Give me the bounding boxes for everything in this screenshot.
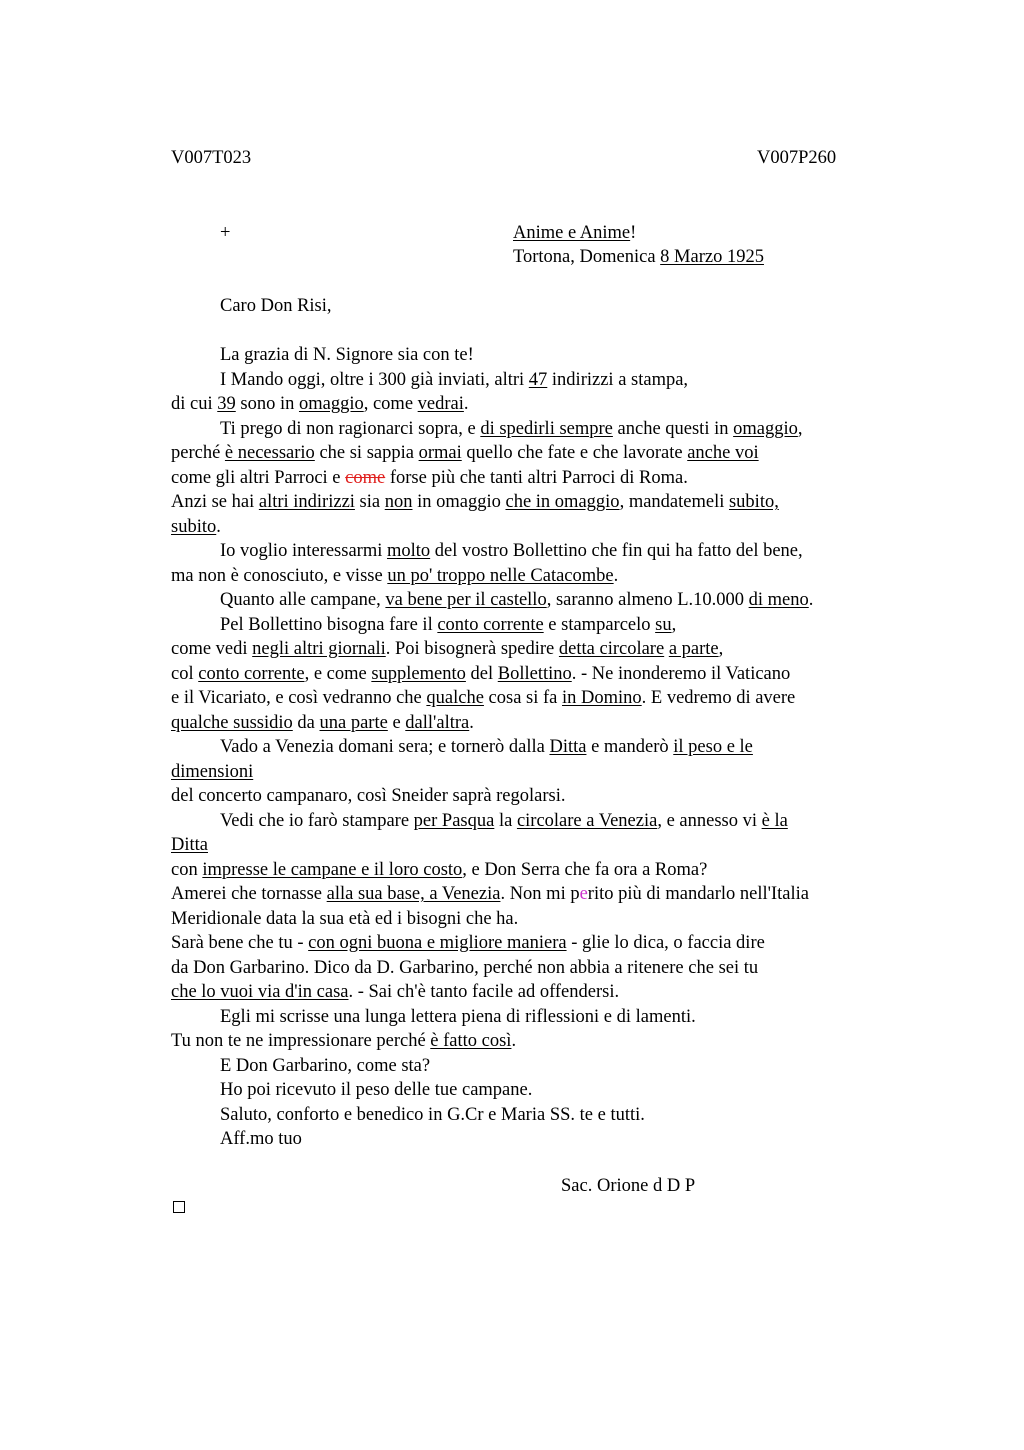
line-text: quello che fate e che lavorate — [461, 443, 688, 463]
letter-line — [220, 1078, 532, 1102]
line-text: . — [808, 590, 814, 610]
underlined-text: dall'altra — [405, 712, 470, 733]
line-text: con — [171, 859, 203, 880]
line-text: , mandatemeli — [619, 492, 729, 512]
underlined-text: per Pasqua — [413, 810, 495, 831]
line-text: , e come — [304, 663, 372, 684]
letter-line — [220, 588, 813, 612]
underlined-text: 39 — [217, 394, 236, 414]
line-text: ma non è conosciuto, e visse — [171, 565, 388, 586]
line-text: e manderò — [586, 737, 674, 757]
line-text: Ho poi ricevuto il peso delle tue campane. — [220, 1080, 533, 1100]
line-text: , e Don Serra che fa ora a Roma? — [462, 859, 708, 880]
line-text: . — [463, 394, 469, 414]
letter-line — [220, 735, 753, 759]
letter-line — [171, 956, 758, 980]
underlined-text: 47 — [528, 369, 548, 390]
underlined-text: ormai — [418, 443, 462, 463]
letter-line — [171, 466, 688, 490]
underlined-text: detta circolare — [558, 639, 665, 659]
letter-line — [171, 711, 474, 735]
underlined-text: una parte — [319, 712, 388, 733]
letter-line — [220, 539, 803, 563]
line-text: in omaggio — [412, 492, 506, 512]
underlined-text: supplemento — [371, 663, 466, 684]
letter-line — [171, 980, 619, 1004]
line-text: che si sappia — [314, 443, 419, 463]
line-text: , e annesso vi — [657, 810, 762, 831]
letter-line — [220, 343, 474, 367]
checkbox-square-icon — [173, 1201, 185, 1213]
struck-text: come — [345, 467, 386, 488]
letter-line — [220, 1054, 430, 1078]
line-text: forse più che tanti altri Parroci di Roma. — [385, 467, 688, 488]
letter-line — [171, 858, 707, 882]
line-text: Ti prego di non ragionarci sopra, e — [220, 418, 481, 439]
line-text: del vostro Bollettino che fin qui ha fatto del bene, — [430, 541, 803, 561]
line-text: La grazia di N. Signore sia con te! — [220, 345, 474, 365]
line-text: del concerto campanaro, così Sneider saprà regolarsi. — [171, 786, 566, 806]
underlined-text: su — [655, 614, 672, 635]
underlined-text: subito, — [728, 492, 779, 512]
line-text: sia — [354, 492, 385, 512]
underlined-text: di spedirli sempre — [480, 418, 613, 439]
letter-line — [171, 907, 518, 931]
line-text: Anzi se hai — [171, 492, 259, 512]
line-text: come gli altri Parroci e — [171, 467, 346, 488]
letter-line — [171, 441, 759, 465]
underlined-text: con ogni buona e migliore maniera — [308, 933, 567, 953]
line-text: . — [511, 1031, 517, 1051]
letter-line — [171, 637, 723, 661]
salutation: Caro Don Risi, — [220, 296, 332, 316]
line-text: come vedi — [171, 639, 253, 659]
underlined-text: è fatto così — [430, 1031, 512, 1051]
underlined-text: non — [384, 492, 413, 512]
line-text: la — [494, 810, 517, 831]
underlined-text: conto corrente — [437, 614, 544, 635]
underlined-text: circolare a Venezia — [516, 810, 658, 831]
line-text: Meridionale data la sua età ed i bisogni che ha. — [171, 908, 519, 929]
letter-line — [171, 1029, 516, 1053]
letter-title-excl: ! — [630, 223, 637, 243]
line-text: Saluto, conforto e benedico in G.Cr e Maria SS. te e tutti. — [220, 1104, 645, 1125]
underlined-text: è necessario — [224, 443, 315, 463]
line-text: . E vedremo di avere — [641, 688, 796, 708]
line-text: . - Ne inonderemo il Vaticano — [571, 663, 791, 684]
line-text: Tu non te ne impressionare perché — [171, 1031, 431, 1051]
letter-line — [171, 686, 795, 710]
line-text: , — [797, 418, 803, 439]
underlined-text: omaggio — [298, 394, 364, 414]
line-text: indirizzi a stampa, — [547, 369, 689, 390]
letter-line — [171, 882, 809, 906]
line-text: Egli mi scrisse una lunga lettera piena di riflessioni e di lamenti. — [220, 1006, 696, 1027]
letter-line — [171, 833, 208, 857]
underlined-text: negli altri giornali — [252, 639, 386, 659]
underlined-text: di meno — [748, 590, 809, 610]
underlined-text: che in omaggio — [505, 492, 620, 512]
letter-line — [171, 490, 779, 514]
line-text: Amerei che tornasse — [171, 884, 327, 904]
underlined-text: qualche — [426, 688, 484, 708]
letter-line — [171, 784, 566, 808]
document-code-right: V007P260 — [757, 148, 837, 168]
line-text: perché — [171, 443, 225, 463]
line-text: I Mando oggi, oltre i 300 già inviati, altri — [220, 369, 529, 390]
line-text: Aff.mo tuo — [220, 1129, 302, 1149]
letter-line — [220, 1103, 645, 1127]
letter-date: 8 Marzo 1925 — [660, 247, 764, 267]
underlined-text: Bollettino — [497, 663, 572, 684]
letter-line — [220, 417, 802, 441]
underlined-text: un po' troppo nelle Catacombe — [387, 565, 614, 586]
line-text: Io voglio interessarmi — [220, 541, 387, 561]
underlined-text: subito — [171, 516, 217, 537]
letter-line — [171, 931, 765, 955]
line-text: col — [171, 663, 199, 684]
underlined-text: conto corrente — [198, 663, 305, 684]
letter-title — [513, 221, 636, 245]
line-text: , — [671, 614, 677, 635]
underlined-text: molto — [386, 541, 431, 561]
underlined-text: in Domino — [562, 688, 642, 708]
letter-line — [220, 1127, 302, 1151]
line-text: . — [216, 516, 221, 537]
underlined-text: vedrai — [417, 394, 464, 414]
underlined-text: dimensioni — [171, 761, 254, 782]
line-text: cosa si fa — [483, 688, 563, 708]
letter-line — [171, 392, 469, 416]
underlined-text: Ditta — [171, 835, 208, 855]
cross-mark: + — [220, 223, 231, 243]
line-text: - glie lo dica, o faccia dire — [566, 933, 765, 953]
line-text: Vado a Venezia domani sera; e tornerò dalla — [220, 737, 550, 757]
underlined-text: che lo vuoi via d'in casa — [171, 982, 349, 1002]
document-code-left: V007T023 — [171, 148, 252, 168]
letter-line — [220, 368, 688, 392]
line-text: anche questi in — [612, 418, 734, 439]
place-date-line — [513, 245, 764, 269]
line-text: Quanto alle campane, — [220, 590, 386, 610]
underlined-text: anche voi — [687, 443, 759, 463]
line-text: . - Sai ch'è tanto facile ad offendersi. — [348, 982, 620, 1002]
line-text: di cui — [171, 394, 218, 414]
underlined-text: a parte — [668, 639, 719, 659]
letter-line — [220, 613, 676, 637]
line-text: Pel Bollettino bisogna fare il — [220, 614, 438, 635]
letter-line — [171, 515, 221, 539]
underlined-text: va bene per il castello — [385, 590, 547, 610]
line-text: Vedi che io farò stampare — [220, 810, 414, 831]
line-text: Sarà bene che tu - — [171, 933, 309, 953]
line-text: da Don Garbarino. Dico da D. Garbarino, perché non abbia a ritenere che sei tu — [171, 957, 759, 978]
underlined-text: il peso e le — [673, 737, 753, 757]
line-text: E Don Garbarino, come sta? — [220, 1055, 431, 1076]
underlined-text: qualche sussidio — [171, 712, 293, 733]
line-text: sono in — [235, 394, 299, 414]
underlined-text: è la — [761, 810, 788, 831]
line-text: . Non mi p — [500, 884, 580, 904]
underlined-text: Ditta — [549, 737, 587, 757]
line-text: , — [718, 639, 724, 659]
letter-line — [220, 809, 788, 833]
letter-line — [220, 1005, 696, 1029]
place-text: Tortona, Domenica — [513, 247, 661, 267]
underlined-text: alla sua base, a Venezia — [326, 884, 501, 904]
line-text: rito più di mandarlo nell'Italia — [587, 884, 809, 904]
line-text: . — [613, 565, 619, 586]
line-text: del — [465, 663, 498, 684]
signature: Sac. Orione d D P — [561, 1176, 696, 1196]
letter-title-text: Anime e Anime — [513, 223, 631, 243]
underlined-text: altri indirizzi — [258, 492, 355, 512]
letter-line — [171, 760, 253, 784]
line-text: da — [292, 712, 320, 733]
line-text: . — [469, 712, 474, 733]
underlined-text: impresse le campane e il loro costo — [202, 859, 463, 880]
line-text: e stamparcelo — [543, 614, 656, 635]
letter-line — [171, 564, 618, 588]
line-text: e — [387, 712, 406, 733]
line-text: , come — [363, 394, 418, 414]
underlined-text: omaggio — [733, 418, 798, 439]
line-text: . Poi bisognerà spedire — [385, 639, 559, 659]
line-text: e il Vicariato, e così vedranno che — [171, 688, 427, 708]
letter-line — [171, 662, 790, 686]
highlighted-letter: e — [579, 884, 588, 904]
line-text: , saranno almeno L.10.000 — [546, 590, 749, 610]
